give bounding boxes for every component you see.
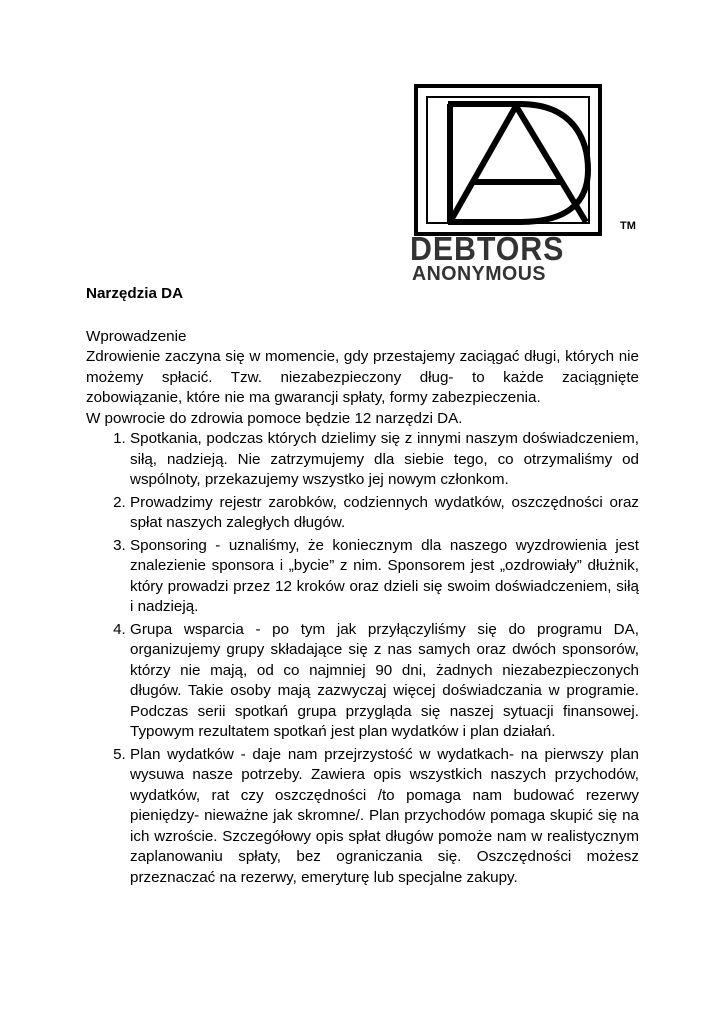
document-body (86, 284, 639, 890)
list-item: 3. Sponsoring - uznaliśmy, że koniecznym dla naszego wyzdrowienia jest znalezienie sponsora i „bycie” z nim. Sponsorem jest „ozdrowiały” dłużnik, który prowadzi przez 12 kroków oraz dzieli się swoim doświadczeniem, siłą i nadzieją. (130, 536, 639, 618)
intro-paragraph: Zdrowienie zaczyna się w momencie, gdy przestajemy zaciągać długi, których nie możemy spłacić. Tzw. niezabezpieczony dług- to każde zaciągnięte zobowiązanie, które nie ma gwarancji spłaty, formy zabezpieczenia. (86, 348, 639, 406)
list-item: 2. Prowadzimy rejestr zarobków, codziennych wydatków, oszczędności oraz spłat naszych zaległych długów. (130, 493, 639, 534)
list-item: 5. Plan wydatków - daje nam przejrzystość w wydatkach- na pierwszy plan wysuwa nasze potrzeby. Zawiera opis wszystkich naszych przychodów, wydatków, rat czy oszczędności /to pomaga nam budować rezerwy pieniędzy- nieważne jak skromne/. Plan przychodów pomaga skupić się na ich wzroście. Szczegółowy opis spłat długów pomoże nam w realistycznym zaplanowaniu spłaty, bez ograniczania się. Oszczędności możesz przeznaczać na rezerwy, emeryturę lub specjalne zakupy. (130, 745, 639, 889)
logo-wordmark-line1: DEBTORS (410, 230, 565, 267)
tools-intro: W powrocie do zdrowia pomoce będzie 12 narzędzi DA. (86, 409, 463, 427)
list-item: 1. Spotkania, podczas których dzielimy się z innymi naszym doświadczeniem, siłą, nadzieją. Nie zatrzymujemy dla siebie tego, co otrzymaliśmy od wspólnoty, przekazujemy wszystko jej nowym członkom. (130, 429, 639, 491)
document-title: Narzędzia DA (86, 285, 184, 302)
list-item: 4. Grupa wsparcia - po tym jak przyłączyliśmy się do programu DA, organizujemy grupy składające się z nas samych oraz dwóch sponsorów, którzy nie mają, od co najmniej 90 dni, żadnych niezabezpieczonych długów. Takie osoby mają zazwyczaj więcej doświadczania w programie. Podczas serii spotkań grupa przygląda się naszej sytuacji finansowej. Typowym rezultatem spotkań jest plan wydatków i plan działań. (130, 620, 639, 743)
logo-wordmark (410, 230, 620, 285)
trademark-mark: TM (620, 220, 636, 232)
tools-list (86, 429, 639, 888)
logo-wordmark-line2: ANONYMOUS (412, 263, 546, 285)
intro-heading: Wprowadzenie (86, 327, 187, 345)
logo-da-monogram-icon (410, 82, 610, 242)
debtors-anonymous-logo (410, 82, 642, 285)
